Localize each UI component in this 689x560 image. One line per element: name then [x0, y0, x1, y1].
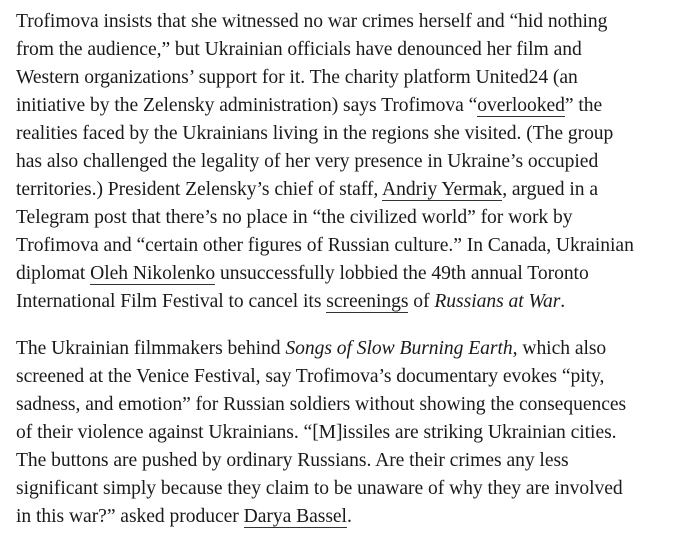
italic-title: Russians at War — [434, 291, 561, 312]
paragraph-1 — [16, 8, 686, 316]
text-segment: from the audience,” but Ukrainian officials have denounced her film and — [16, 39, 582, 60]
text-segment: The Ukrainian filmmakers behind — [16, 338, 286, 359]
text-segment: screened at the Venice Festival, say Trofimova’s documentary evokes “pity, — [16, 366, 605, 387]
text-segment: of — [408, 291, 435, 312]
link-oleh-nikolenko[interactable]: Oleh Nikolenko — [90, 263, 216, 284]
text-line — [16, 260, 686, 288]
text-line — [16, 447, 686, 475]
link-darya-bassel[interactable]: Darya Bassel — [243, 506, 347, 527]
text-line — [16, 36, 686, 64]
text-segment: sadness, and emotion” for Russian soldiers without showing the consequences — [16, 394, 627, 415]
text-line — [16, 148, 686, 176]
text-segment: unsuccessfully lobbied the 49th annual Toronto — [215, 263, 589, 284]
text-segment: in this war?” asked producer — [16, 506, 244, 527]
text-line — [16, 391, 686, 419]
text-segment: International Film Festival to cancel its — [16, 291, 327, 312]
text-segment: territories.) President Zelensky’s chief of staff, — [16, 179, 382, 200]
text-segment: has also challenged the legality of her very presence in Ukraine’s occupied — [16, 151, 599, 172]
text-segment: Trofimova and “certain other figures of Russian culture.” In Canada, Ukrainian — [16, 235, 634, 256]
italic-title: Songs of Slow Burning Earth — [285, 338, 513, 359]
text-segment: Trofimova insists that she witnessed no war crimes herself and “hid nothing — [16, 11, 608, 32]
text-line — [16, 176, 686, 204]
link-screenings[interactable]: screenings — [326, 291, 409, 312]
text-segment: , which also — [512, 338, 607, 359]
text-line — [16, 288, 686, 316]
text-segment: realities faced by the Ukrainians living in the regions she visited. (The group — [16, 123, 614, 144]
text-line — [16, 8, 686, 36]
text-segment: ” the — [564, 95, 603, 116]
text-segment: diplomat — [16, 263, 91, 284]
text-line — [16, 92, 686, 120]
text-segment: Western organizations’ support for it. The charity platform United24 (an — [16, 67, 578, 88]
text-segment: Telegram post that there’s no place in “the civilized world” for work by — [16, 207, 573, 228]
text-line — [16, 363, 686, 391]
text-segment: of their violence against Ukrainians. “[M]issiles are striking Ukrainian cities. — [16, 422, 617, 443]
text-line — [16, 120, 686, 148]
text-segment: The buttons are pushed by ordinary Russians. Are their crimes any less — [16, 450, 569, 471]
text-line — [16, 204, 686, 232]
paragraph-2 — [16, 335, 686, 531]
text-line — [16, 419, 686, 447]
text-segment: . — [346, 506, 352, 527]
text-segment: significant simply because they claim to be unaware of why they are involved — [16, 478, 623, 499]
text-segment: initiative by the Zelensky administration) says Trofimova “ — [16, 95, 478, 116]
text-segment: . — [560, 291, 566, 312]
text-line — [16, 475, 686, 503]
text-line — [16, 503, 686, 531]
text-segment: , argued in a — [502, 179, 599, 200]
text-line — [16, 232, 686, 260]
link-andriy-yermak[interactable]: Andriy Yermak — [382, 179, 503, 200]
link-overlooked[interactable]: overlooked — [477, 95, 565, 116]
text-line — [16, 335, 686, 363]
text-line — [16, 64, 686, 92]
article-body — [16, 8, 686, 531]
paragraph-spacer — [16, 316, 686, 335]
